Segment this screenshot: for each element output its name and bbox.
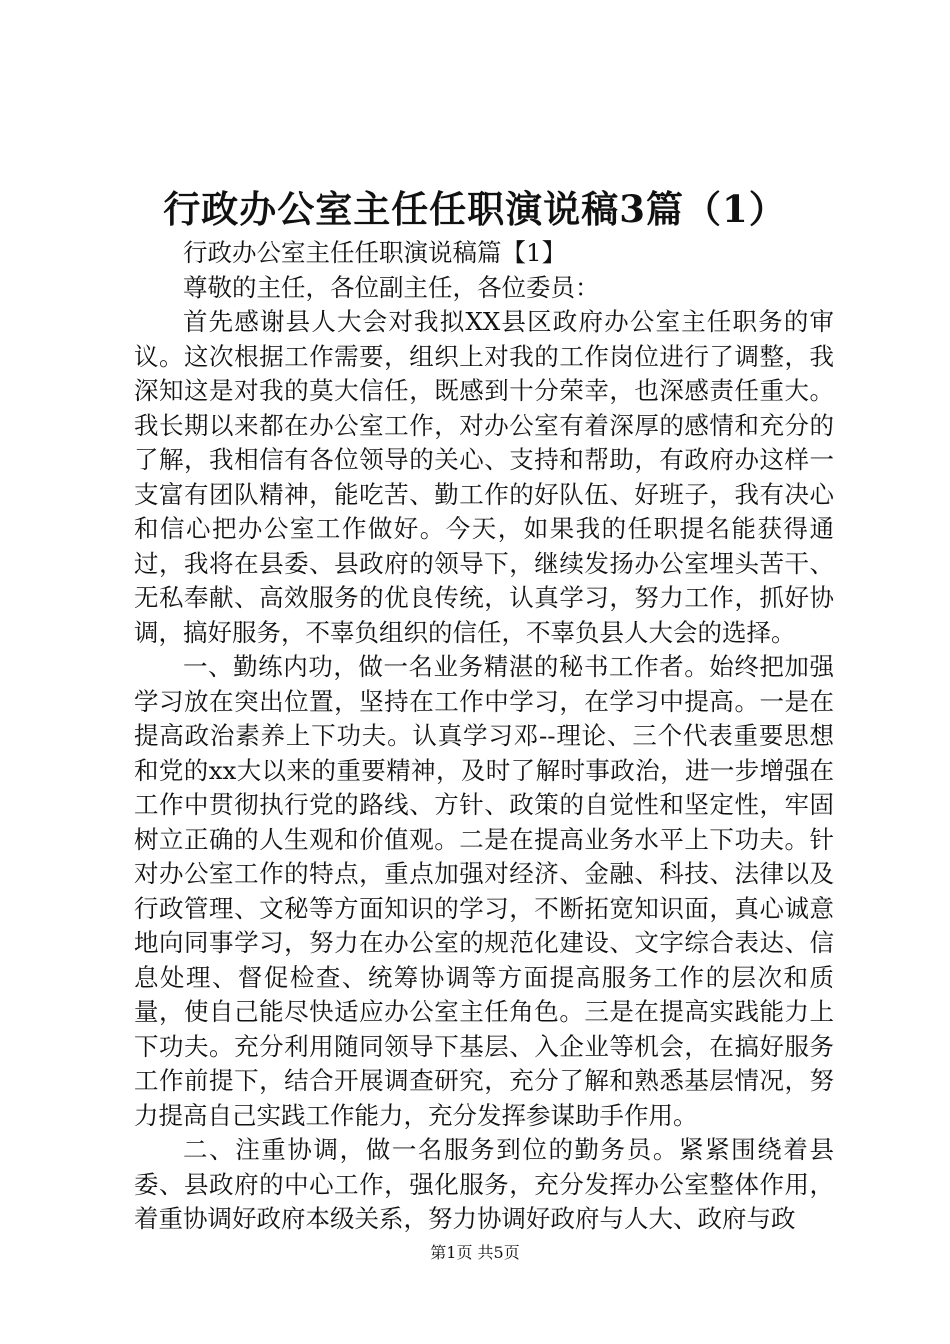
body-paragraph: 二、注重协调，做一名服务到位的勤务员。紧紧围绕着县委、县政府的中心工作，强化服务，充分发挥办公室整体作用，着重协调好政府本级关系，努力协调好政府与人大、政府与政 xyxy=(134,1135,834,1233)
section-heading: 行政办公室主任任职演说稿篇【1】 xyxy=(183,238,567,267)
page-number: 第1页 共5页 xyxy=(430,1243,520,1262)
document-body xyxy=(134,236,834,1237)
body-paragraph: 首先感谢县人大会对我拟XX县区政府办公室主任职务的审议。这次根据工作需要，组织上对我的工作岗位进行了调整，我深知这是对我的莫大信任，既感到十分荣幸，也深感责任重大。我长期以来都在办公室工作，对办公室有着深厚的感情和充分的了解，我相信有各位领导的关心、支持和帮助，有政府办这样一支富有团队精神，能吃苦、勤工作的好队伍、好班子，我有决心和信心把办公室工作做好。今天，如果我的任职提名能获得通过，我将在县委、县政府的领导下，继续发扬办公室埋头苦干、无私奉献、高效服务的优良传统，认真学习，努力工作，抓好协调，搞好服务，不辜负组织的信任，不辜负县人大会的选择。 xyxy=(134,307,834,647)
body-paragraph: 一、勤练内功，做一名业务精湛的秘书工作者。始终把加强学习放在突出位置，坚持在工作中学习，在学习中提高。一是在提高政治素养上下功夫。认真学习邓--理论、三个代表重要思想和党的xx大以来的重要精神，及时了解时事政治，进一步增强在工作中贯彻执行党的路线、方针、政策的自觉性和坚定性，牢固树立正确的人生观和价值观。二是在提高业务水平上下功夫。针对办公室工作的特点，重点加强对经济、金融、科技、法律以及行政管理、文秘等方面知识的学习，不断拓宽知识面，真心诚意地向同事学习，努力在办公室的规范化建设、文字综合表达、信息处理、督促检查、统筹协调等方面提高服务工作的层次和质量，使自己能尽快适应办公室主任角色。三是在提高实践能力上下功夫。充分利用随同领导下基层、入企业等机会，在搞好服务工作前提下，结合开展调查研究，充分了解和熟悉基层情况，努力提高自己实践工作能力，充分发挥参谋助手作用。 xyxy=(134,652,834,1130)
salutation: 尊敬的主任，各位副主任，各位委员： xyxy=(183,272,600,302)
document-title: 行政办公室主任任职演说稿3篇（1） xyxy=(163,187,787,231)
